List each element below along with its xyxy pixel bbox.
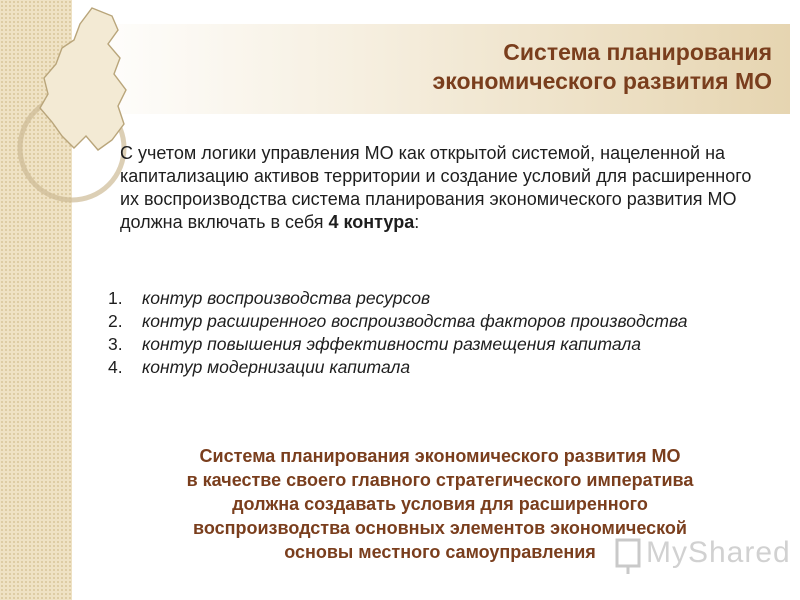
presentation-logo-icon bbox=[614, 536, 644, 576]
list-item-number: 3. bbox=[108, 334, 123, 354]
intro-paragraph bbox=[120, 142, 760, 234]
list-item-text: контур модернизации капитала bbox=[142, 357, 411, 377]
list-item bbox=[108, 311, 788, 332]
conclusion-line: в качестве своего главного стратегического императива bbox=[186, 470, 694, 490]
list-item bbox=[108, 334, 788, 355]
conclusion-line: воспроизводства основных элементов экономической bbox=[193, 518, 687, 538]
watermark bbox=[614, 530, 791, 580]
title-line-2: экономического развития МО bbox=[432, 68, 772, 94]
title-line-1: Система планирования bbox=[503, 39, 772, 65]
slide-title bbox=[252, 38, 772, 96]
list-item-text: контур воспроизводства ресурсов bbox=[142, 288, 431, 308]
watermark-text: MyShared bbox=[646, 536, 791, 569]
list-item-number: 2. bbox=[108, 311, 123, 331]
intro-text: С учетом логики управления МО как открытой системой, нацеленной на капитализацию активов территории и создание условий для расширенного их воспроизводства система планирования экономического развития МО должна включать в себя bbox=[120, 143, 752, 232]
list-item bbox=[108, 288, 788, 309]
intro-bold: 4 контура bbox=[328, 212, 415, 232]
list-item-number: 1. bbox=[108, 288, 123, 308]
conclusion-line: основы местного самоуправления bbox=[284, 542, 596, 562]
list-item bbox=[108, 357, 788, 378]
list-item-text: контур расширенного воспроизводства факторов производства bbox=[142, 311, 688, 331]
intro-end: : bbox=[414, 212, 420, 232]
contours-list bbox=[108, 288, 788, 380]
conclusion-line: Система планирования экономического развития МО bbox=[199, 446, 681, 466]
list-item-number: 4. bbox=[108, 357, 123, 377]
conclusion-line: должна создавать условия для расширенного bbox=[232, 494, 648, 514]
list-item-text: контур повышения эффективности размещения капитала bbox=[142, 334, 641, 354]
